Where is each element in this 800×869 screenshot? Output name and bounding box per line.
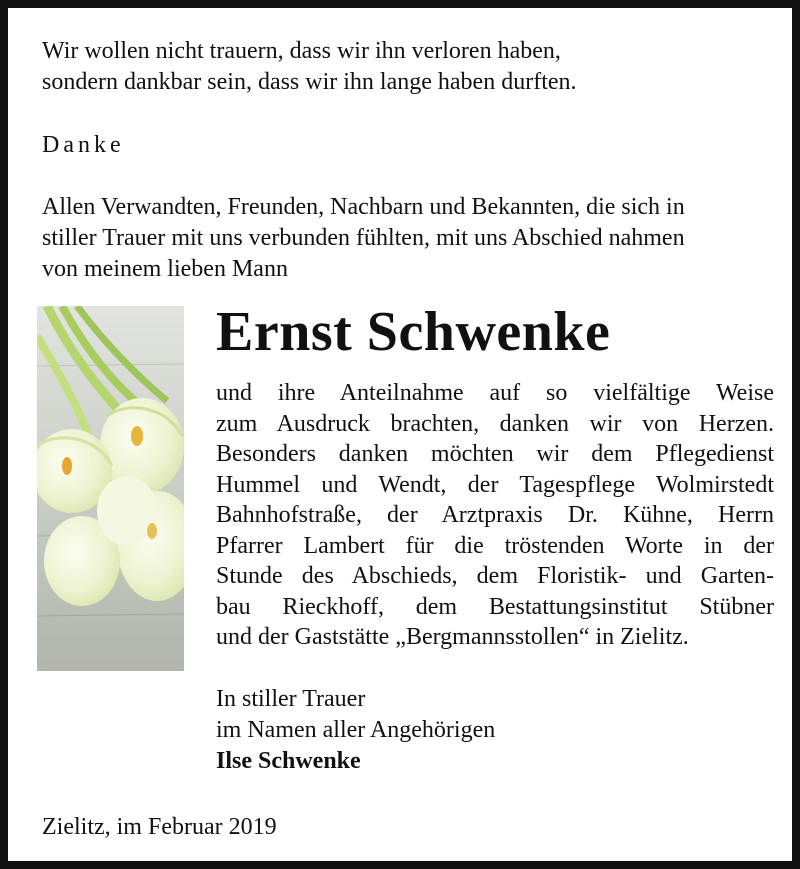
thanks-heading: Danke [42, 132, 125, 158]
intro-line: von meinem lieben Mann [42, 256, 288, 282]
body-line: zum Ausdruck brachten, danken wir von Herzen. [216, 410, 774, 437]
intro-line: stiller Trauer mit uns verbunden fühlten, mit uns Abschied nahmen [42, 225, 685, 251]
calla-lily-flowers-icon [37, 306, 184, 671]
body-line: und der Gaststätte „Bergmannsstollen“ in Zielitz. [216, 624, 689, 650]
quote-line: sondern dankbar sein, dass wir ihn lange haben durften. [42, 69, 577, 95]
signature-block [216, 684, 495, 777]
closing-line: In stiller Trauer [216, 686, 366, 712]
body-line: Bahnhofstraße, der Arztpraxis Dr. Kühne, Herrn [216, 502, 774, 528]
closing-line: im Namen aller Angehörigen [216, 717, 496, 743]
signer-name: Ilse Schwenke [216, 748, 361, 774]
body-line: bau Rieckhoff, dem Bestattungsinstitut Stübner [216, 593, 774, 620]
body-line: Pfarrer Lambert für die tröstenden Worte in der [216, 532, 774, 559]
deceased-name: Ernst Schwenke [216, 301, 611, 363]
intro-paragraph [42, 192, 777, 285]
place-date: Zielitz, im Februar 2019 [42, 814, 277, 840]
body-line: Hummel und Wendt, der Tagespflege Wolmirstedt [216, 471, 774, 498]
intro-line: Allen Verwandten, Freunden, Nachbarn und Bekannten, die sich in [42, 194, 685, 220]
thanks-paragraph [216, 378, 774, 653]
quote-line: Wir wollen nicht trauern, dass wir ihn verloren haben, [42, 38, 561, 64]
body-line: Stunde des Abschieds, dem Floristik- und Garten- [216, 563, 774, 589]
memorial-quote [42, 36, 577, 98]
body-line: Besonders danken möchten wir dem Pflegedienst [216, 441, 774, 467]
body-line: und ihre Anteilnahme auf so vielfältige Weise [216, 380, 774, 406]
